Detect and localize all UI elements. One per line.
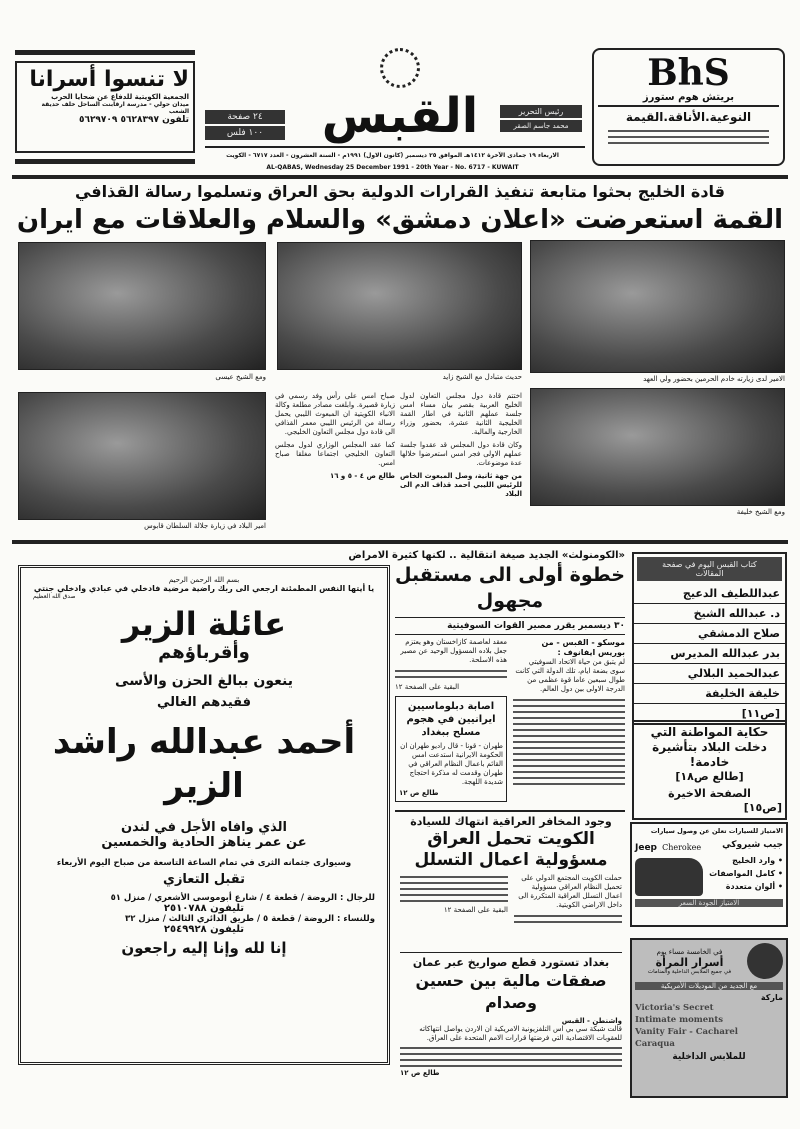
lead-column-1: [400, 392, 522, 499]
fashion-line: مع الجديد من الموديلات الأمريكية: [635, 982, 783, 990]
fashion-line: في الخامسة مساء يوم: [656, 947, 723, 956]
feature-box: [632, 720, 787, 820]
fashion-ad: [630, 938, 788, 1098]
page-ref[interactable]: [ص١١]: [741, 707, 780, 720]
jeep-ad: [630, 822, 788, 927]
basmala: بسم الله الرحمن الرحيم: [168, 576, 240, 584]
continued-link[interactable]: طالع ص ٤ - ٥ و ١٦: [329, 472, 395, 480]
story-subhead: ٣٠ ديسمبر يقرر مصير القوات السوفيتية: [395, 617, 625, 635]
story-kicker: وجود المخافر العراقية انتهاك للسيادة: [410, 815, 612, 828]
photo-emir-king: [530, 240, 785, 373]
photo-caption: ومع الشيخ خليفة: [736, 508, 785, 516]
men-address: للرجال : الروضة / قطعة ٤ / شارع أبوموسى الأشعري / منزل ٥١: [110, 893, 375, 903]
bhs-name: بريتش هوم ستورز: [598, 92, 779, 107]
bhs-ad: [592, 48, 785, 166]
verse-end: صدق الله العظيم: [33, 593, 76, 600]
kuwait-story: [400, 815, 622, 925]
price: ١٠٠ فلس: [205, 126, 285, 140]
paragraph: طهران - قونا - قال راديو طهران ان الحكومة الايرانية استدعت امس القائم باعمال النظام العراقي في طهران وقدمت له مذكرة احتجاج شديدة اللهجة.: [400, 742, 503, 786]
page-count: ٢٤ صفحة: [205, 110, 285, 124]
family-name: عائلة الزير: [121, 605, 287, 643]
dateline: موسكو - القبس - من بوريس ايفانوف :: [541, 638, 625, 657]
page-ref[interactable]: [ص١٥]: [743, 801, 782, 814]
paragraph: لم يتبق من حياة الاتحاد السوفيتي سوى بضعة ايام، تلك الدولة التي كانت طوال سبعين عاما قوة عظمى من الدرجة الاولى بين دول العالم.: [515, 658, 625, 693]
brands-label: ماركة: [760, 993, 783, 1002]
divider: [395, 810, 625, 812]
divider: [400, 952, 622, 953]
jeep-ad-footer: الامتياز الجودة السعر: [635, 899, 783, 907]
paragraph: وكان قادة دول المجلس قد عقدوا جلسة عملهم الاولى فجر امس استعرضوا خلالها عدة موضوعات.: [400, 441, 522, 467]
jeep-feature: • كامل المواصفات: [709, 869, 783, 878]
relatives: وأقرباؤهم: [158, 642, 250, 663]
iran-story: [395, 696, 507, 802]
sidebar-header: كتاب القبس اليوم في صفحة المقالات: [637, 557, 782, 581]
jeep-ad-title: جيب شيروكي: [722, 839, 783, 850]
date-arabic: الاربعاء ١٩ جمادى الآخرة ١٤١٢هـ الموافق ٢٥ ديسمبر (كانون الاول) ١٩٩١م - السنة العشرون - العدد ٦٧١٧ - الكويت: [226, 152, 559, 159]
writer-name: د. عبدالله الشيخ: [634, 604, 785, 624]
obituary-ad: [18, 565, 390, 1065]
paragraph: حملت الكويت المجتمع الدولي على تحميل النظام العراقي مسؤولية اعمال التسلل العراقية المتكررة الى داخل الاراضي الكويتية.: [518, 874, 622, 909]
bhs-slogan: النوعية.الأناقة.القيمة: [625, 110, 752, 124]
writer-name: عبداللطيف الدعيج: [634, 584, 785, 604]
died-text: الذي وافاه الأجل في لندن: [120, 820, 288, 835]
women-address: وللنساء : الروضة / قطعة ٥ / طريق الدائري الثالث / منزل ٣٢: [125, 914, 375, 924]
continued-link[interactable]: البقية على الصفحة ١٢: [443, 906, 508, 914]
section-rule: [12, 540, 788, 544]
mourn-text: ينعون ببالغ الحزن والأسى: [115, 673, 293, 689]
date-english: AL-QABAS, Wednesday 25 December 1991 - 20th Year - No. 6717 - KUWAIT: [266, 164, 519, 171]
photo-caption: الامير لدى زيارته خادم الحرمين بحضور ولي العهد: [643, 375, 785, 383]
photo-isa: [18, 242, 266, 370]
story-headline: صفقات مالية بين حسين وصدام: [415, 971, 607, 1012]
jeep-car-image: [635, 858, 703, 896]
age-text: عن عمر يناهز الحادية والخمسين: [101, 835, 307, 850]
story-kicker: بغداد تستورد قطع صواريخ عبر عمان: [412, 956, 610, 969]
writer-name: خليفة الخليفة: [634, 684, 785, 704]
pow-phones: ٥٦٢٨٣٩٧ ٥٦٢٩٧٠٩: [78, 115, 159, 125]
feature-title: حكاية المواطنة التي دخلت البلاد بتأشيرة خادمة!: [650, 725, 769, 769]
page-ref[interactable]: [طالع ص١٨]: [675, 770, 744, 783]
divider: [205, 146, 585, 148]
pow-line: ميدان حولي - مدرسة ارقابنت الساحل خلف حديقة الشعب: [41, 101, 189, 115]
editor-name: محمد جاسم الصقر: [500, 120, 582, 132]
dateline: واشنطن - القبس: [561, 1017, 622, 1025]
photo-qaboos: [18, 392, 266, 520]
paragraph: قالت شبكة سي بي اس التلفزيونية الامريكية ان الاردن يواصل انتهاكاته للعقوبات الاقتصادية التي فرضتها قرارات الامم المتحدة على العراق.: [419, 1025, 622, 1042]
writers-sidebar: [632, 552, 787, 725]
lead-headline: القمة استعرضت «اعلان دمشق» والسلام والعلاقات مع ايران: [16, 205, 784, 235]
women-phone: تليفون ٢٥٤٩٩٢٨: [163, 924, 245, 935]
fashion-footer: للملابس الداخلية: [672, 1052, 746, 1062]
brand-name: Caraqua: [635, 1039, 675, 1049]
editor-label: رئيس التحرير: [500, 105, 582, 118]
logo-emblem: [380, 48, 420, 88]
writer-name: بدر عبدالله المديرس: [634, 644, 785, 664]
photo-caption: حديث متبادل مع الشيخ زايد: [442, 373, 522, 381]
photo-khalifa: [530, 388, 785, 506]
closing-verse: إنا لله وإنا إليه راجعون: [121, 939, 287, 957]
bhs-fine-print: [608, 128, 769, 146]
story-kicker: «الكومنولث» الجديد صيغة انتقالية .. لكنها كثيرة الامراض: [348, 550, 625, 561]
story-headline: الكويت تحمل العراق مسؤولية اعمال التسلل: [414, 829, 608, 870]
baghdad-story: [400, 956, 622, 1077]
deceased-name: أحمد عبدالله راشد الزير: [52, 722, 356, 806]
condolence-title: تقبل التعازي: [163, 872, 245, 887]
brand-name: Vanity Fair - Cacharel: [635, 1027, 739, 1037]
lost-text: فقيدهم الغالي: [156, 695, 251, 710]
story-headline: خطوة أولى الى مستقبل مجهول: [395, 564, 625, 612]
issue-info: [205, 110, 285, 140]
paragraph: اختتم قادة دول مجلس التعاون لدول الخليج العربية بقصر بيان مساء امس جلسة عملهم الثانية في اطار القمة الخليجية الثانية عشرة، بحضور وزراء الخارجية والمالية.: [400, 392, 522, 436]
brand-name: Victoria's Secret: [635, 1003, 714, 1013]
bhs-logo: BhS: [647, 52, 730, 94]
jeep-feature: • ألوان متعددة: [725, 882, 783, 891]
paragraph: كما عقد المجلس الوزاري لدول مجلس التعاون الخليجي اجتماعا مغلقا صباح امس.: [275, 441, 395, 467]
last-page-title: الصفحة الاخيرة: [668, 787, 751, 800]
story-headline: اصابة دبلوماسيين ايرانيين في هجوم مسلح ببغداد: [406, 701, 496, 738]
commonwealth-story: [348, 549, 625, 802]
writer-name: صلاح الدمشقي: [634, 624, 785, 644]
fashion-title: أسرار المرأة: [655, 955, 724, 969]
men-phone: تليفون ٢٥١٠٧٨٨: [163, 903, 245, 914]
photo-caption: امير البلاد في زيارة جلالة السلطان قابوس: [144, 522, 266, 530]
jeep-model: Cherokee: [662, 843, 702, 852]
masthead-logo: القبس: [321, 88, 479, 144]
fashion-line: في جميع الملابس الداخلية والمنامات: [647, 968, 732, 975]
photo-caption: ومع الشيخ عيسى: [215, 373, 266, 381]
writer-name: عبدالحميد البلالي: [634, 664, 785, 684]
paragraph: من جهة ثانية، وصل المبعوث الخاص للرئيس الليبي احمد قذاف الدم الى البلاد: [400, 472, 522, 498]
paragraph: معقد لعاصمة كازاخستان وهو يعتزم جعل بلاده المسؤول الوحيد عن مصير هذه الاسلحة.: [400, 638, 507, 664]
continued-link[interactable]: طالع ص ١٢: [399, 789, 439, 797]
paragraph: صباح امس على رأس وفد رسمي في زيارة قصيرة. وابلغت مصادر مطلعة وكالة الانباء الكويتية ان المبعوث الليبي يحمل رسالة من الرئيس الليبي معمر القذافي الى قادة دول مجلس التعاون الخليجي.: [275, 392, 395, 436]
jeep-feature: • وارد الخليج: [732, 856, 783, 865]
continued-link[interactable]: طالع ص ١٢: [400, 1069, 440, 1077]
pow-title: لا تنسوا أسرانا: [29, 67, 189, 92]
lead-column-2: [275, 392, 395, 481]
editor-box: [500, 105, 582, 132]
lead-kicker: قادة الخليج بحثوا متابعة تنفيذ القرارات الدولية بحق العراق وتسلموا رسالة القذافي: [74, 182, 726, 201]
burial-text: وسيوارى جثمانه الثرى في تمام الساعة التاسعة من صباح اليوم الأربعاء: [56, 858, 352, 868]
verse: يا أيتها النفس المطمئنة ارجعي الى ربك راضية مرضية فادخلي في عبادي وادخلي جنتي: [33, 584, 375, 593]
brand-name: Intimate moments: [635, 1015, 724, 1025]
photo-zayed: [277, 242, 522, 370]
fashion-logo-icon: [747, 943, 783, 979]
continued-link[interactable]: البقية على الصفحة ١٢: [395, 683, 460, 691]
jeep-brand: Jeep: [635, 843, 657, 853]
jeep-ad-top: الامتياز للسيارات تعلن عن وصول سيارات: [650, 827, 783, 835]
pow-phone-label: تلفون: [162, 115, 189, 125]
pow-ad: [15, 50, 195, 172]
pow-line: الجمعية الكويتية للدفاع عن ضحايا الحرب: [51, 93, 189, 101]
masthead-rule: [12, 175, 788, 179]
